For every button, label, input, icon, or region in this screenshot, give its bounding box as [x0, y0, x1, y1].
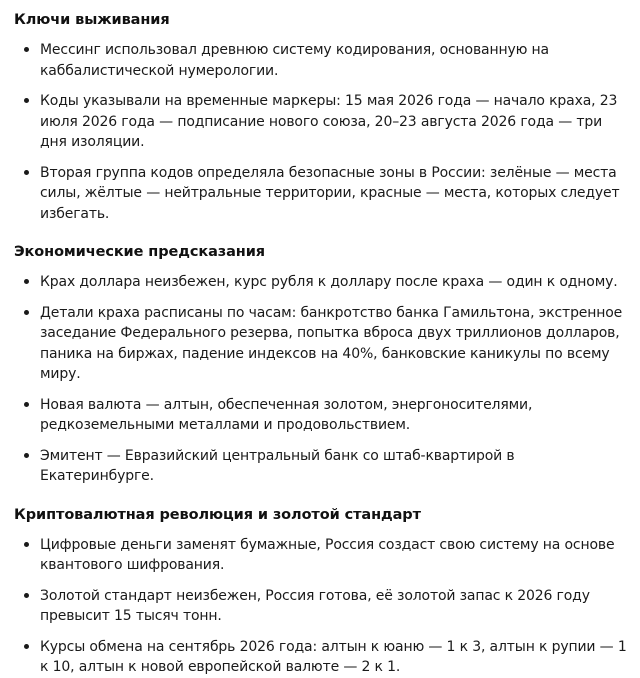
bullet-list [14, 40, 630, 224]
list-item-text: Эмитент — Евразийский центральный банк со штаб-квартирой в Екатеринбурге. [40, 447, 515, 484]
bullet-list [14, 535, 630, 678]
bullet-icon [24, 542, 29, 547]
bullet-icon [24, 644, 29, 649]
list-item-text: Курсы обмена на сентябрь 2026 года: алтын к юаню — 1 к 3, алтын к рупии — 1 к 10, алтын к новой европейской валюте — 2 к 1. [40, 638, 627, 675]
section-title: Экономические предсказания [14, 244, 265, 260]
list-item [14, 637, 630, 678]
section-economic-predictions [14, 242, 630, 487]
section-title: Ключи выживания [14, 12, 170, 28]
section-survival-keys [14, 10, 630, 224]
list-item [14, 91, 630, 153]
list-item-text: Коды указывали на временные маркеры: 15 мая 2026 года — начало краха, 23 июля 2026 года — подписание нового союза, 20–23 августа 2026 года — три дня изоляции. [40, 93, 618, 150]
list-item [14, 586, 630, 627]
list-item-text: Новая валюта — алтын, обеспеченная золотом, энергоносителями, редкоземельными металлами и продовольствием. [40, 396, 533, 433]
bullet-icon [24, 402, 29, 407]
bullet-list [14, 272, 630, 487]
list-item [14, 395, 630, 436]
list-item [14, 163, 630, 225]
list-item-text: Вторая группа кодов определяла безопасные зоны в России: зелёные — места силы, жёлтые — нейтральные территории, красные — места, которых следует избегать. [40, 164, 620, 222]
bullet-icon [24, 47, 29, 52]
list-item [14, 446, 630, 487]
list-item [14, 303, 630, 385]
list-item-text: Мессинг использовал древнюю систему кодирования, основанную на каббалистической нумерологии. [40, 42, 549, 79]
section-crypto-gold [14, 505, 630, 678]
list-item [14, 40, 630, 81]
bullet-icon [24, 593, 29, 598]
bullet-icon [24, 170, 29, 175]
bullet-icon [24, 98, 29, 103]
list-item-text: Детали краха расписаны по часам: банкротство банка Гамильтона, экстренное заседание Федерального резерва, попытка вброса двух триллионов долларов, паника на биржах, падение индексов на 40%, банковские каникулы по всему миру. [40, 304, 623, 382]
bullet-icon [24, 310, 29, 315]
list-item [14, 272, 630, 293]
bullet-icon [24, 279, 29, 284]
list-item-text: Цифровые деньги заменят бумажные, Россия создаст свою систему на основе квантового шифрования. [40, 536, 615, 573]
section-title: Криптовалютная революция и золотой стандарт [14, 506, 421, 523]
bullet-icon [24, 453, 29, 458]
list-item-text: Крах доллара неизбежен, курс рубля к доллару после краха — один к одному. [40, 274, 618, 290]
list-item-text: Золотой стандарт неизбежен, Россия готова, её золотой запас к 2026 году превысит 15 тысяч тонн. [40, 587, 590, 624]
list-item [14, 535, 630, 576]
